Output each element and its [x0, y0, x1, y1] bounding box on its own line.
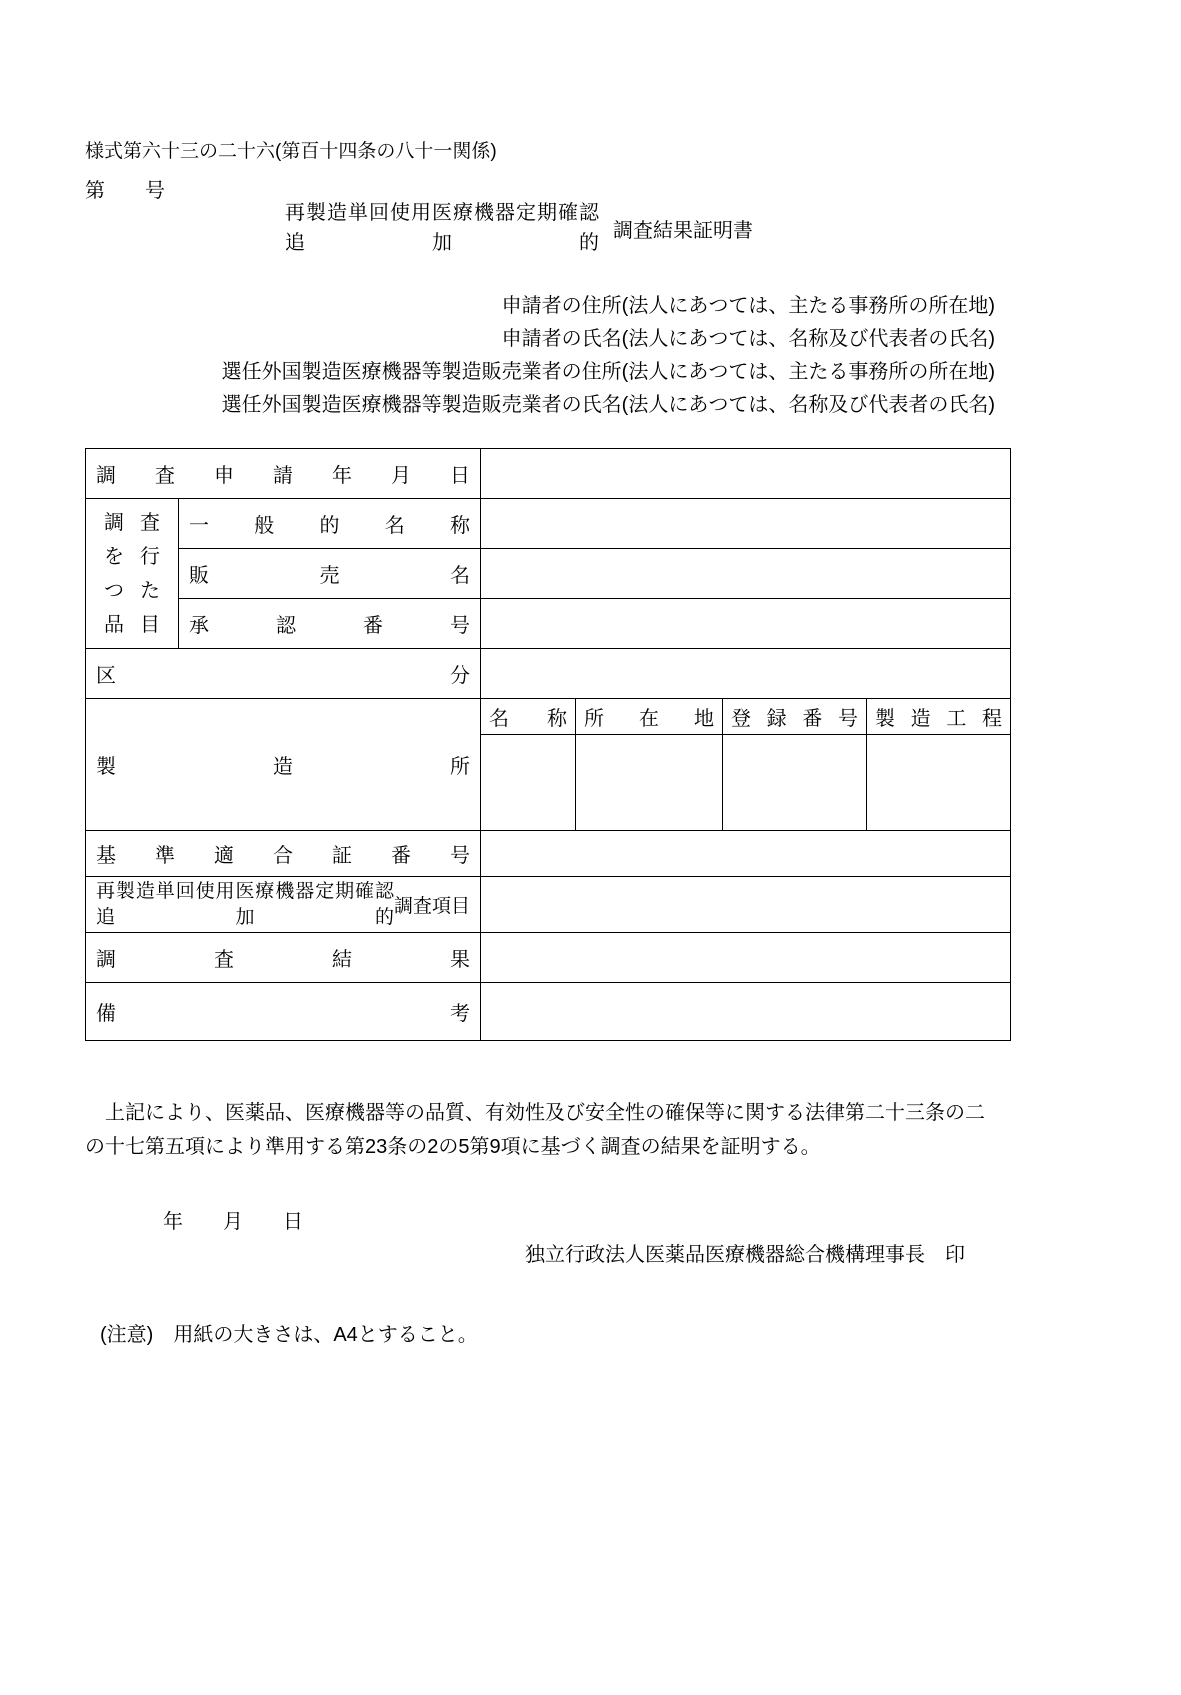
manufacturing-site-label: 製造所 — [96, 756, 470, 778]
application-date-label-cell — [86, 449, 481, 499]
application-date-value-cell — [481, 449, 1011, 499]
site-name-header-cell — [481, 699, 576, 735]
certificate-title-line1: 再製造単回使用医療機器定期確認 — [285, 202, 599, 224]
generic-name-label: 一般的名称 — [189, 515, 470, 537]
brand-name-label-cell — [179, 549, 481, 599]
site-process-header: 製造工程 — [875, 708, 1002, 730]
date-line: 年 月 日 — [163, 1211, 303, 1233]
site-location-header-cell — [576, 699, 723, 735]
applicant-address-line: 申請者の住所(法人にあつては、主たる事務所の所在地) — [501, 295, 995, 317]
table-row — [86, 933, 1011, 983]
survey-items-label-suffix: 調査項目 — [393, 896, 470, 917]
surveyed-items-label-line: 品目 — [104, 613, 160, 636]
standard-cert-value-cell — [481, 831, 1011, 877]
table-row — [86, 877, 1011, 933]
site-registration-number-header: 登録番号 — [731, 708, 858, 730]
surveyed-items-group-label — [104, 506, 160, 642]
survey-items-label-cell — [86, 877, 481, 933]
signer-line: 独立行政法人医薬品医療機器総合機構理事長 印 — [525, 1244, 965, 1266]
surveyed-items-group-label-cell — [86, 499, 179, 649]
brand-name-label: 販売名 — [189, 565, 470, 587]
table-row — [86, 983, 1011, 1041]
survey-items-label — [96, 879, 470, 931]
form-reference-line: 様式第六十三の二十六(第百十四条の八十一関係) — [85, 141, 497, 162]
designated-marketer-name-line: 選任外国製造医療機器等製造販売業者の氏名(法人にあつては、名称及び代表者の氏名) — [221, 394, 995, 416]
remarks-label-cell — [86, 983, 481, 1041]
generic-name-value-cell — [481, 499, 1011, 549]
surveyed-items-label-line: つた — [104, 579, 160, 602]
surveyed-items-label-line: を行 — [104, 545, 160, 568]
survey-result-value-cell — [481, 933, 1011, 983]
applicant-info-block — [222, 290, 995, 422]
paper-size-note: (注意) 用紙の大きさは、A4とすること。 — [100, 1324, 478, 1346]
survey-items-label-line2: 追加的 — [96, 906, 394, 928]
site-process-value-cell — [867, 735, 1011, 831]
document-number-line: 第 号 — [85, 180, 165, 202]
table-row — [86, 831, 1011, 877]
manufacturing-site-label-cell — [86, 699, 481, 831]
certification-statement: 上記により、医薬品、医療機器等の品質、有効性及び安全性の確保等に関する法律第二十三条の二の十七第五項により準用する第23条の2の5第9項に基づく調査の結果を証明する。 — [85, 1102, 985, 1158]
approval-number-label-cell — [179, 599, 481, 649]
generic-name-label-cell — [179, 499, 481, 549]
survey-table — [85, 448, 1011, 1041]
survey-items-label-lines — [96, 879, 394, 931]
survey-items-value-cell — [481, 877, 1011, 933]
survey-result-label-cell — [86, 933, 481, 983]
certificate-title-line2: 追加的 — [285, 232, 599, 254]
site-registration-number-header-cell — [723, 699, 867, 735]
survey-result-label: 調査結果 — [96, 949, 470, 971]
table-row — [86, 449, 1011, 499]
approval-number-label: 承認番号 — [189, 615, 470, 637]
designated-marketer-address-line: 選任外国製造医療機器等製造販売業者の住所(法人にあつては、主たる事務所の所在地) — [221, 361, 995, 383]
category-label-cell — [86, 649, 481, 699]
site-name-value-cell — [481, 735, 576, 831]
applicant-name-line: 申請者の氏名(法人にあつては、名称及び代表者の氏名) — [501, 328, 995, 350]
certificate-title-suffix: 調査結果証明書 — [613, 219, 753, 242]
brand-name-value-cell — [481, 549, 1011, 599]
site-name-header: 名称 — [489, 708, 567, 730]
site-location-value-cell — [576, 735, 723, 831]
table-row — [86, 599, 1011, 649]
category-value-cell — [481, 649, 1011, 699]
remarks-label: 備考 — [96, 1003, 470, 1025]
site-registration-number-value-cell — [723, 735, 867, 831]
surveyed-items-label-line: 調査 — [104, 511, 160, 534]
site-process-header-cell — [867, 699, 1011, 735]
survey-items-label-line1: 再製造単回使用医療機器定期確認 — [96, 880, 394, 902]
standard-cert-label: 基準適合証番号 — [96, 845, 470, 867]
category-label: 区分 — [96, 665, 470, 687]
table-row — [86, 699, 1011, 735]
remarks-value-cell — [481, 983, 1011, 1041]
certificate-title — [285, 198, 753, 258]
standard-cert-label-cell — [86, 831, 481, 877]
table-row — [86, 499, 1011, 549]
site-location-header: 所在地 — [584, 708, 714, 730]
approval-number-value-cell — [481, 599, 1011, 649]
table-row — [86, 649, 1011, 699]
table-row — [86, 549, 1011, 599]
certificate-title-lines — [285, 198, 599, 258]
application-date-label: 調査申請年月日 — [96, 465, 470, 487]
